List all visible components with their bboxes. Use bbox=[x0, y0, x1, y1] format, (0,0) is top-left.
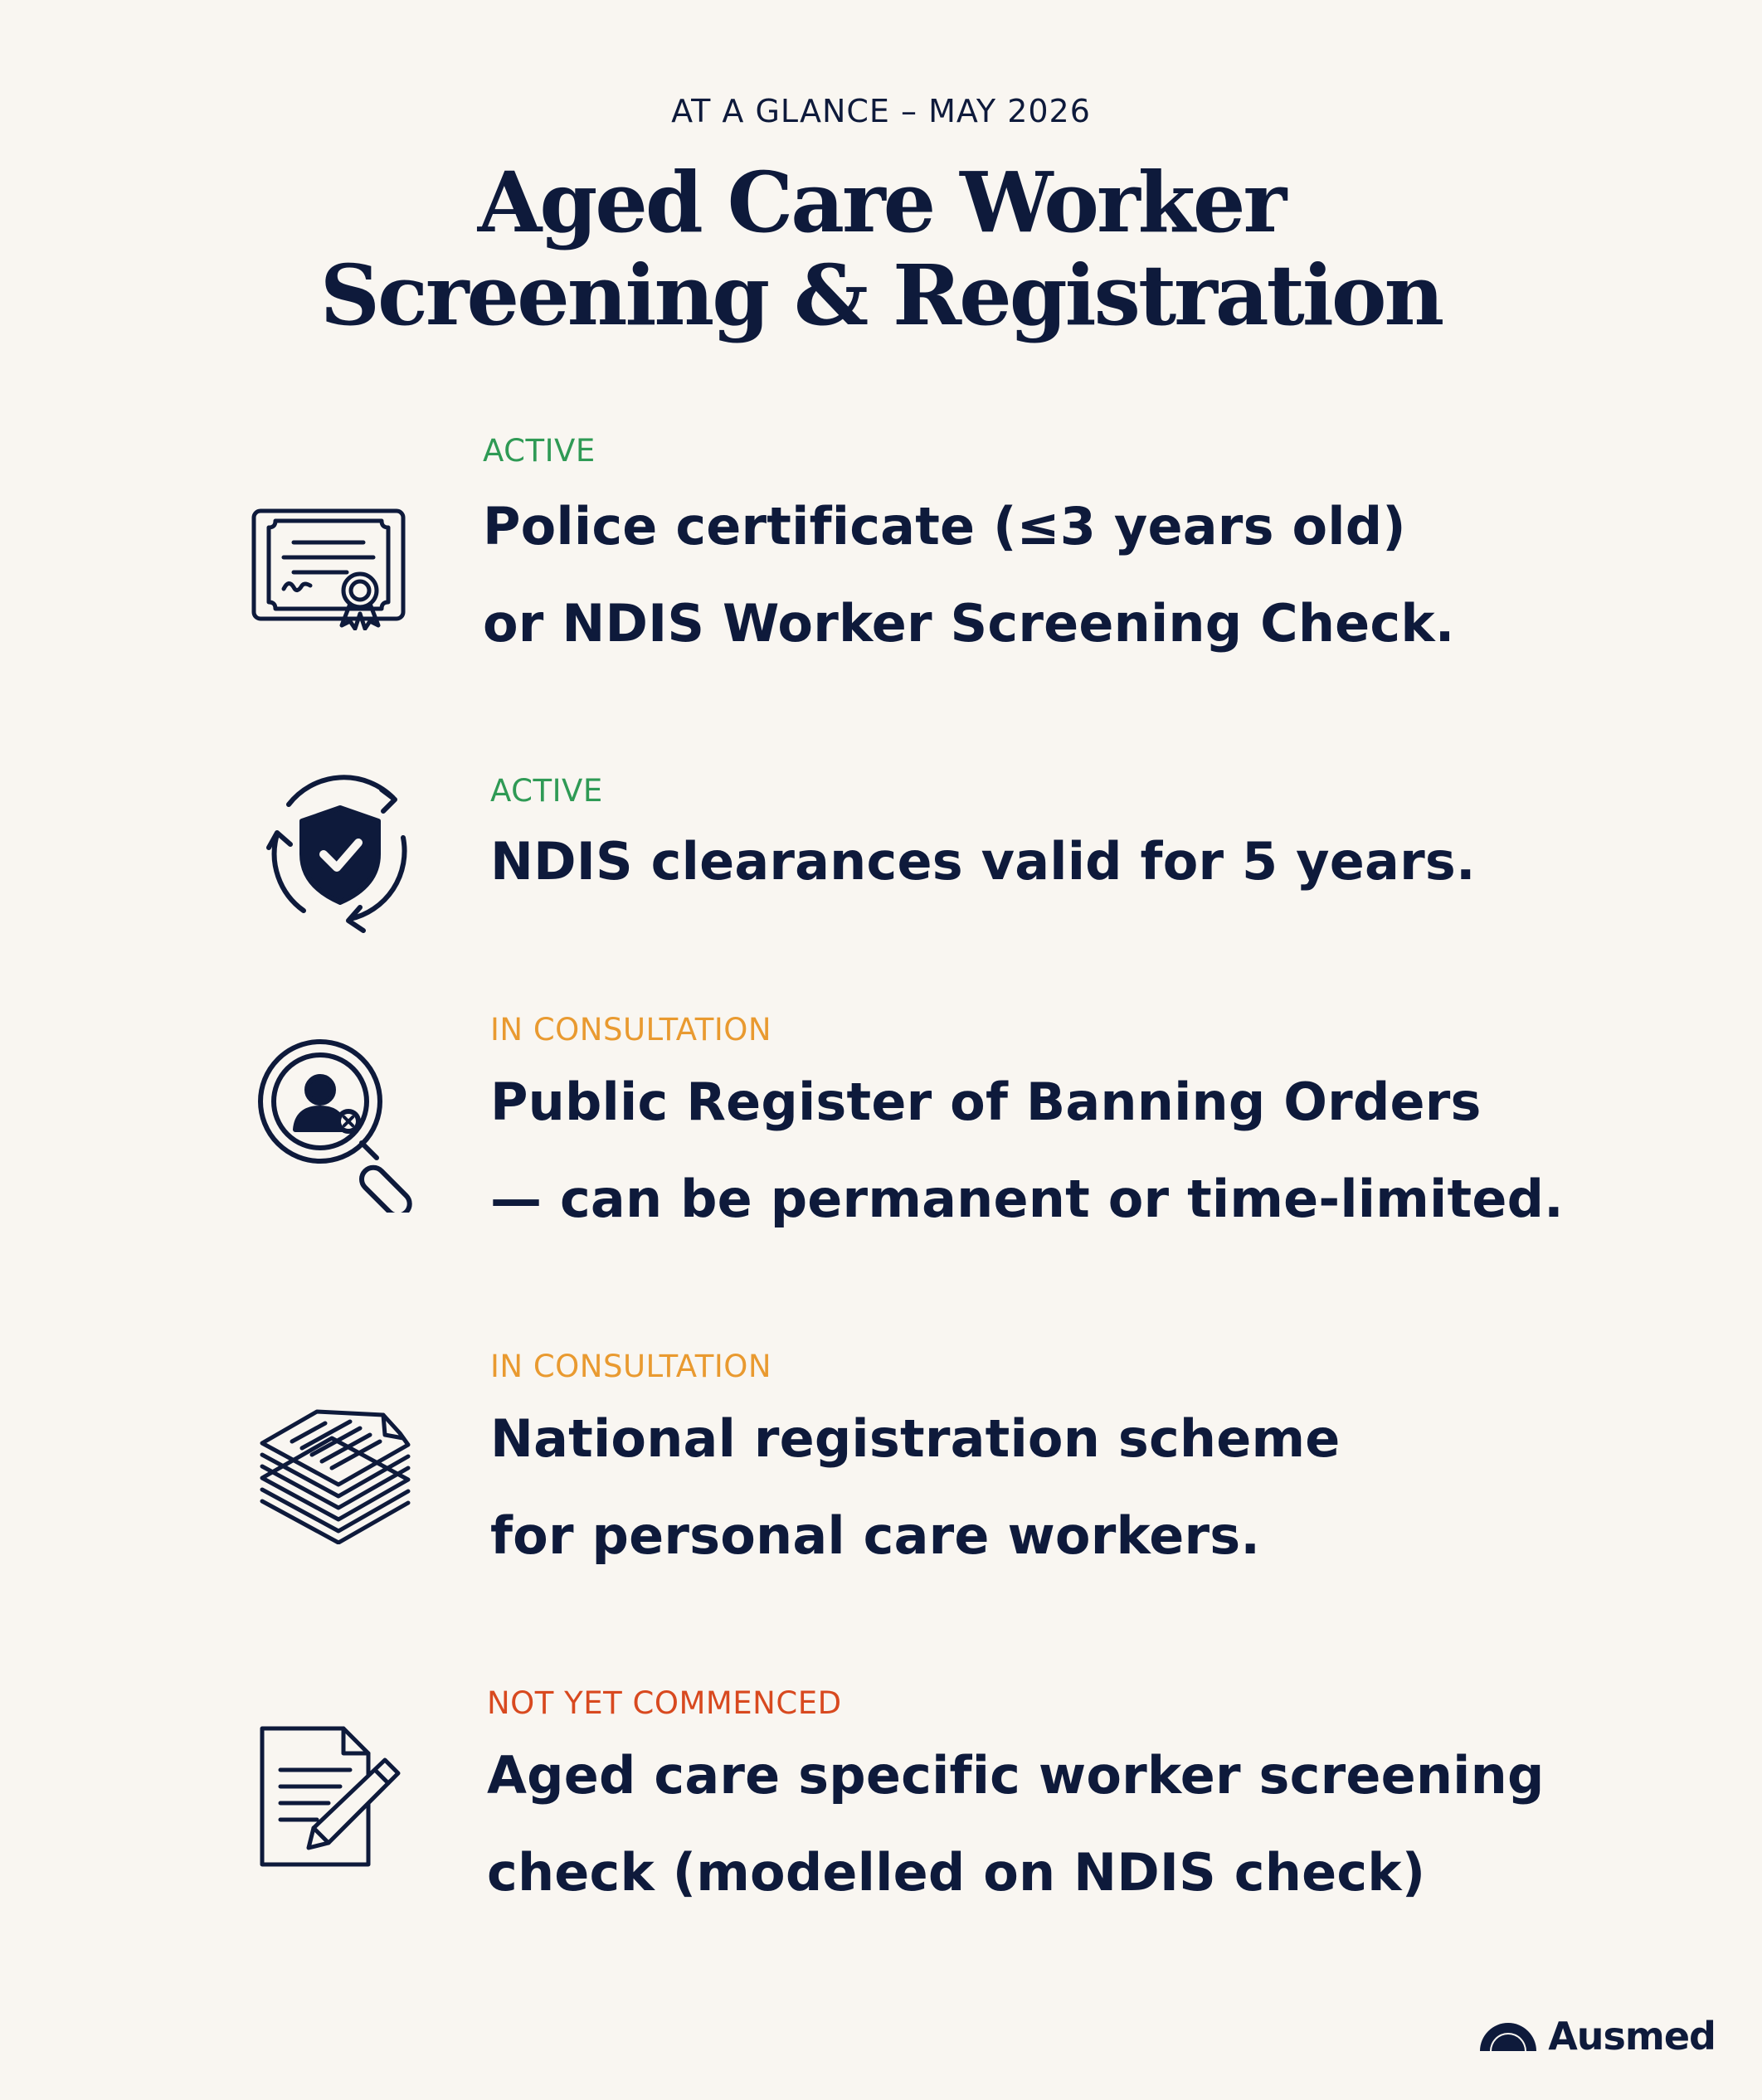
ausmed-logo-icon bbox=[1480, 2018, 1536, 2055]
title-line-2: Screening & Registration bbox=[319, 246, 1443, 344]
status-label: NOT YET COMMENCED bbox=[487, 1685, 842, 1721]
status-label: ACTIVE bbox=[490, 773, 603, 809]
document-pencil-icon bbox=[257, 1723, 423, 1889]
item-description bbox=[487, 1727, 1762, 1921]
header-kicker: AT A GLANCE – MAY 2026 bbox=[671, 93, 1091, 129]
description-line-2: check (modelled on NDIS check) bbox=[487, 1842, 1426, 1903]
description-line-1: Police certificate (≤3 years old) bbox=[483, 496, 1406, 557]
page-title bbox=[0, 153, 1762, 344]
description-line-2: for personal care workers. bbox=[490, 1505, 1261, 1566]
status-label: ACTIVE bbox=[483, 433, 596, 469]
description-line-2: or NDIS Worker Screening Check. bbox=[483, 593, 1455, 654]
status-label: IN CONSULTATION bbox=[490, 1012, 772, 1048]
description-line-1: Aged care specific worker screening bbox=[487, 1745, 1545, 1806]
description-line-1: Public Register of Banning Orders bbox=[490, 1072, 1482, 1132]
document-stack-icon bbox=[259, 1387, 425, 1553]
brand-logo bbox=[1480, 2014, 1716, 2059]
title-line-1: Aged Care Worker bbox=[477, 153, 1285, 251]
shield-check-refresh-icon bbox=[257, 768, 423, 934]
description-line-1: National registration scheme bbox=[490, 1408, 1341, 1469]
item-description bbox=[490, 1390, 1762, 1584]
magnifier-person-icon bbox=[257, 1038, 423, 1204]
brand-wordmark: Ausmed bbox=[1548, 2014, 1716, 2059]
item-description bbox=[490, 1053, 1762, 1247]
description-line-1: NDIS clearances valid for 5 years. bbox=[490, 831, 1476, 892]
description-line-2: — can be permanent or time-limited. bbox=[490, 1169, 1564, 1229]
status-label: IN CONSULTATION bbox=[490, 1349, 772, 1384]
certificate-icon bbox=[247, 464, 413, 630]
item-description bbox=[490, 813, 1762, 910]
item-description bbox=[483, 478, 1762, 672]
